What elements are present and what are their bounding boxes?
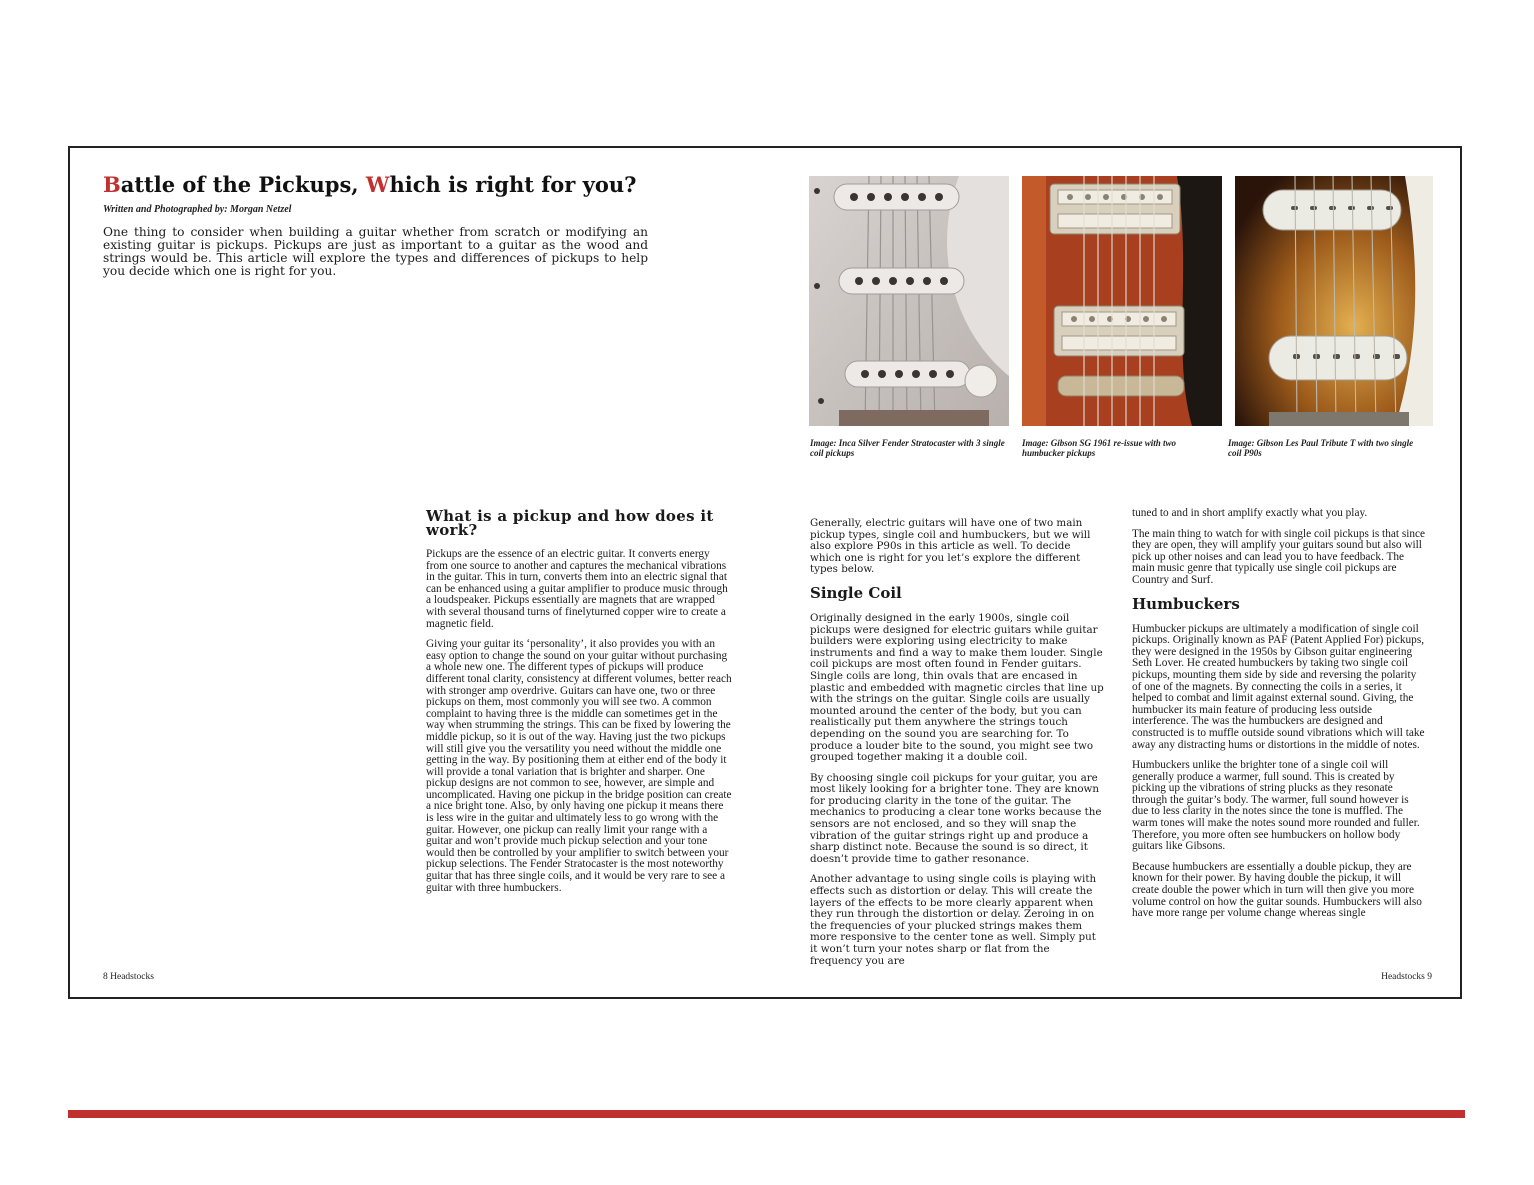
humbuckers-paragraph-3: Because humbuckers are essentially a double pickup, they are known for their power. By having double the pickup, it will create double the power which in turn will then give you more volume control on how the guitar sounds. Humbuckers will also have more range per volume change whereas single xyxy=(1132,860,1422,920)
caption-gibson-sg: Image: Gibson SG 1961 re-issue with two humbucker pickups xyxy=(1022,438,1177,458)
heading-what-is-a-pickup: What is a pickup and how does it work? xyxy=(426,507,714,539)
single-coil-paragraph-1: Originally designed in the early 1900s, single coil pickups were designed for electric guitars while guitar builders were exploring using electricity to make instruments and find a way to make them louder. Single coil pickups are most often found in Fender guitars. Single coils are long, thin ovals that are encased in plastic and embedded with magnetic circles that line up with the strings on the guitar. Single coils are usually mounted around the center of the body, but you can realistically put them anywhere the strings touch depending on the sound you are searching for. To produce a louder bite to the sound, you might see two grouped together making it a double coil. xyxy=(810,611,1104,764)
humbuckers-paragraph-1: Humbucker pickups are ultimately a modification of single coil pickups. Originally known as PAF (Patent Applied For) pickups, they were designed in the 1950s by Gibson guitar engineering Seth Lover. He created humbuckers by taking two single coil pickups, mounting them side by side and reversing the polarity of one of the magnets. By connecting the coils in a series, it helped to combat and limit against external sound. Giving, the humbucker its main feature of producing less outside interference. The was the humbuckers are designed and constructed is to muffle outside sound vibrations which will take away any distracting hums or distortions in the middle of notes. xyxy=(1132,622,1425,751)
column-humbuckers xyxy=(1132,508,1426,929)
humbuckers-paragraph-2: Humbuckers unlike the brighter tone of a single coil will generally produce a warmer, full sound. This is created by picking up the vibrations of string plucks as they resonate through the guitar’s body. The warmer, full sound however is due to less clarity in the notes since the tone is muffled. The warm tones will make the notes sound more rounded and fuller. Therefore, you more often see humbuckers on hollow body guitars like Gibsons. xyxy=(1132,759,1420,853)
magazine-spread xyxy=(68,146,1462,999)
title-initial-b: B xyxy=(103,172,121,197)
heading-humbuckers: Humbuckers xyxy=(1132,594,1240,613)
stratocaster-photo xyxy=(809,176,1009,426)
accent-bar xyxy=(68,1110,1465,1118)
title-part-1: attle of the Pickups, xyxy=(120,172,366,197)
single-coil-continuation: tuned to and in short amplify exactly what you play. xyxy=(1132,507,1368,519)
single-coil-paragraph-2: By choosing single coil pickups for your guitar, you are most likely looking for a brighter tone. They are known for producing clarity in the tone of the guitar. The mechanics to producing a clear tone works because the sensors are not enclosed, and so they will snap the vibration of the guitar strings right up and produce a sharp distinct note. Because the sound is so direct, it doesn’t provide time to gather resonance. xyxy=(810,771,1102,865)
pickup-paragraph-2: Giving your guitar its ‘personality’, it also provides you with an easy option to change the sound on your guitar without purchasing a whole new one. The different types of pickups will produce different tonal clarity, consistency at different volumes, better reach with stronger amp overdrive. Guitars can have one, two or three pickups on them, most commonly you will see two. A common complaint to having three is the middle can sometimes get in the way when strumming the strings. This can be fixed by lowering the middle pickup, so it is out of the way. Having just the two pickups will still give you the versatility you need without the middle one getting in the way. By positioning them at either end of the body it will provide a tonal variation that is brighter and sharper. One pickup designs are not common to see, however, are simple and uncomplicated. Having one pickup in the bridge position can create a nice bright tone. Also, by only having one pickup it means there is less wire in the guitar and ultimately less to go wrong with the guitar. However, one pickup can really limit your range with a guitar and won’t provide much pickup selection and your tone would then be controlled by your amplifier to switch between your pickup selections. The Fender Stratocaster is the most noteworthy guitar that has three single coils, and it would be very rare to see a guitar with three humbuckers. xyxy=(426,638,732,894)
page-number-left: 8 Headstocks xyxy=(103,972,154,982)
heading-single-coil: Single Coil xyxy=(810,583,902,602)
column-single-coil xyxy=(810,518,1104,976)
single-coil-lead: Generally, electric guitars will have one of two main pickup types, single coil and humbuckers, but we will also explore P90s in this article as well. To decide which one is right for you let’s explore the different types below. xyxy=(810,517,1091,576)
title-part-2: hich is right for you? xyxy=(389,172,637,197)
gibson-sg-photo xyxy=(1022,176,1222,426)
intro-paragraph: One thing to consider when building a guitar whether from scratch or modifying an existing guitar is pickups. Pickups are just as important to a guitar as the wood and strings would be. This article will explore the types and differences of pickups to help you decide which one is right for you. xyxy=(103,225,648,278)
les-paul-photo xyxy=(1235,176,1433,426)
byline: Written and Photographed by: Morgan Netzel xyxy=(103,204,292,215)
caption-les-paul: Image: Gibson Les Paul Tribute T with two single coil P90s xyxy=(1228,438,1414,458)
column-what-is-a-pickup xyxy=(426,509,732,903)
single-coil-paragraph-3: Another advantage to using single coils is playing with effects such as distortion or delay. This will create the layers of the effects to be more clearly apparent when they run through the distortion or delay. Zeroing in on the frequencies of your plucked strings makes them more responsive to the center tone as well. Simply put it won’t turn your notes sharp or flat from the frequency you are xyxy=(810,873,1097,967)
pickup-paragraph-1: Pickups are the essence of an electric guitar. It converts energy from one source to another and captures the mechanical vibrations in the guitar. This in turn, converts them into an electric signal that can be enhanced using a guitar amplifier to produce music through a loudspeaker. Pickups essentially are magnets that are wrapped with several thousand turns of finelyturned copper wire to create a magnetic field. xyxy=(426,548,728,630)
caption-stratocaster: Image: Inca Silver Fender Stratocaster with 3 single coil pickups xyxy=(810,438,1005,458)
page-number-right: Headstocks 9 xyxy=(1381,972,1432,982)
single-coil-watch-paragraph: The main thing to watch for with single coil pickups is that since they are open, they will amplify your guitars sound but also will pick up other noises and can lead you to have feedback. The main music genre that typically use single coil pickups are Country and Surf. xyxy=(1132,527,1426,586)
article-title xyxy=(103,172,636,197)
title-initial-w: W xyxy=(365,172,390,197)
